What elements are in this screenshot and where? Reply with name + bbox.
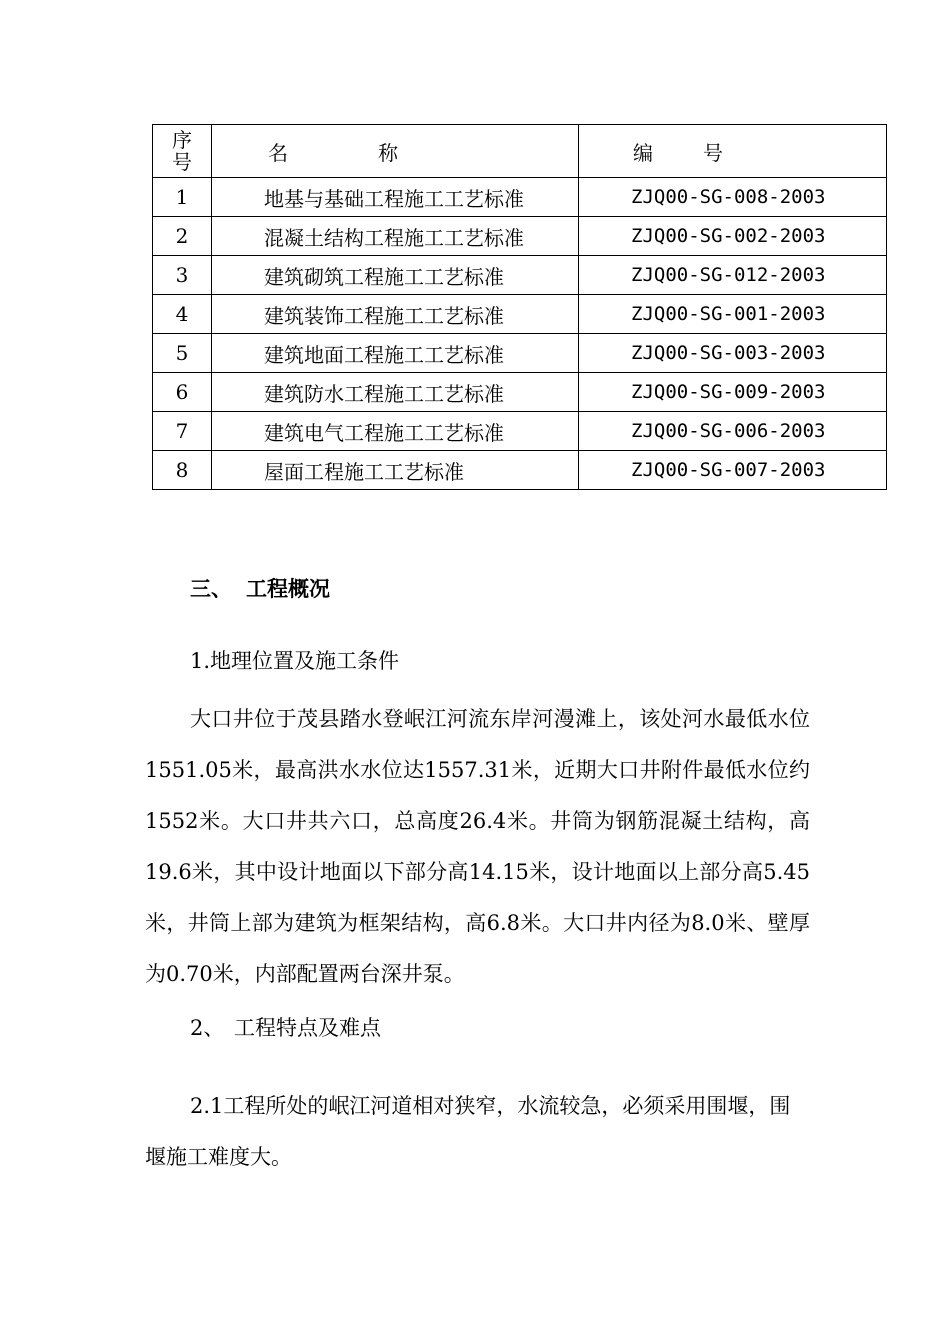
row-name: 建筑砌筑工程施工工艺标准 xyxy=(212,256,579,295)
row-name: 建筑电气工程施工工艺标准 xyxy=(212,412,579,451)
subsection-heading-location: 1.地理位置及施工条件 xyxy=(190,649,400,673)
section-heading xyxy=(190,573,330,603)
row-code: ZJQ00-SG-012-2003 xyxy=(579,256,887,295)
row-seq: 6 xyxy=(153,373,212,412)
section-number: 三、 xyxy=(190,577,232,601)
row-seq: 4 xyxy=(153,295,212,334)
section-title: 工程概况 xyxy=(246,577,330,601)
table-row xyxy=(153,334,887,373)
table-row xyxy=(153,217,887,256)
header-code: 编 号 xyxy=(579,125,887,178)
row-code: ZJQ00-SG-001-2003 xyxy=(579,295,887,334)
row-code: ZJQ00-SG-008-2003 xyxy=(579,178,887,217)
row-seq: 5 xyxy=(153,334,212,373)
row-code: ZJQ00-SG-003-2003 xyxy=(579,334,887,373)
row-code: ZJQ00-SG-009-2003 xyxy=(579,373,887,412)
table-row xyxy=(153,178,887,217)
row-name: 混凝土结构工程施工工艺标准 xyxy=(212,217,579,256)
row-seq: 8 xyxy=(153,451,212,490)
header-seq: 序 号 xyxy=(153,125,212,178)
row-name: 建筑防水工程施工工艺标准 xyxy=(212,373,579,412)
row-code: ZJQ00-SG-002-2003 xyxy=(579,217,887,256)
row-code: ZJQ00-SG-006-2003 xyxy=(579,412,887,451)
table-row xyxy=(153,451,887,490)
row-name: 建筑地面工程施工工艺标准 xyxy=(212,334,579,373)
table-header-row xyxy=(153,125,887,178)
row-seq: 2 xyxy=(153,217,212,256)
subsection-number: 2、 xyxy=(190,1016,225,1040)
paragraph-features: 2.1工程所处的岷江河道相对狭窄，水流较急，必须采用围堰，围堰施工难度大。 xyxy=(145,1094,791,1169)
row-name: 屋面工程施工工艺标准 xyxy=(212,451,579,490)
table-row xyxy=(153,256,887,295)
row-code: ZJQ00-SG-007-2003 xyxy=(579,451,887,490)
table-row xyxy=(153,412,887,451)
row-seq: 7 xyxy=(153,412,212,451)
row-seq: 3 xyxy=(153,256,212,295)
standards-table xyxy=(152,124,887,490)
subsection-title: 工程特点及难点 xyxy=(234,1016,381,1040)
paragraph-location: 大口井位于茂县踏水登岷江河流东岸河漫滩上，该处河水最低水位1551.05米，最高洪水水位达1557.31米，近期大口井附件最低水位约1552米。大口井共六口，总高度26.4米。井筒为钢筋混凝土结构，高19.6米，其中设计地面以下部分高14.15米，设计地面以上部分高5.45米，井筒上部为建筑为框架结构，高6.8米。大口井内径为8.0米、壁厚为0.70米，内部配置两台深井泵。 xyxy=(145,707,810,986)
header-name: 名 称 xyxy=(212,125,579,178)
row-seq: 1 xyxy=(153,178,212,217)
row-name: 建筑装饰工程施工工艺标准 xyxy=(212,295,579,334)
row-name: 地基与基础工程施工工艺标准 xyxy=(212,178,579,217)
table-row xyxy=(153,373,887,412)
subsection-heading-features xyxy=(190,1012,381,1042)
table-row xyxy=(153,295,887,334)
